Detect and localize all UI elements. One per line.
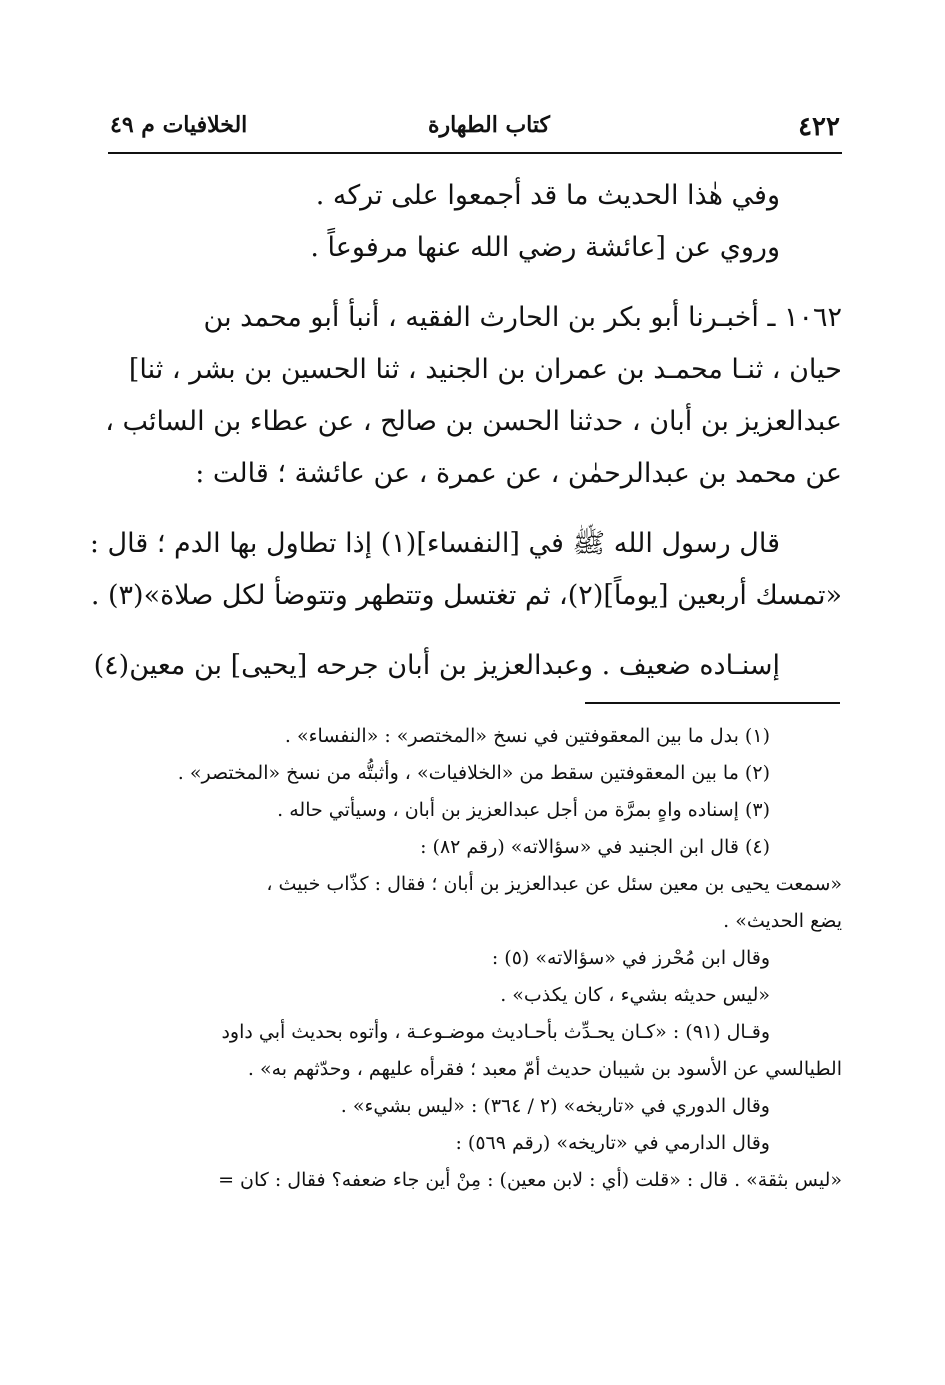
hadith-line: عن محمد بن عبدالرحمٰن ، عن عمرة ، عن عائشة ؛ قالت : xyxy=(195,458,842,489)
footnote-line: (٣) إسناده واهٍ بمرَّة من أجل عبدالعزيز بن أبان ، وسيأتي حاله . xyxy=(277,799,770,821)
footnote-line: «سمعت يحيى بن معين سئل عن عبدالعزيز بن أبان ؛ فقال : كذّاب خبيث ، xyxy=(266,873,842,895)
footnote-line: الطيالسي عن الأسود بن شيبان حديث أمّ معبد ؛ فقرأه عليهم ، وحدّثهم به» . xyxy=(247,1058,842,1080)
text-line: قال رسول الله ﷺ في [النفساء](١) إذا تطاول بها الدم ؛ قال : xyxy=(89,528,780,559)
footnote-line: «ليس حديثه بشيء ، كان يكذب» . xyxy=(500,984,770,1006)
header-divider xyxy=(108,152,842,154)
text-line: إسنـاده ضعيف . وعبدالعزيز بن أبان جرحه [يحيى] بن معين(٤) xyxy=(93,650,780,681)
text-line: وروي عن [عائشة رضي الله عنها مرفوعاً . xyxy=(310,232,780,263)
footnote-line: وقال الدوري في «تاريخه» (٢ / ٣٦٤) : «ليس بشيء» . xyxy=(340,1095,770,1117)
paragraph-gap xyxy=(108,500,842,518)
footnote-divider xyxy=(585,702,840,704)
book-title: كتاب الطهارة xyxy=(427,112,550,138)
footnote-line: وقال الدارمي في «تاريخه» (رقم ٥٦٩) : xyxy=(455,1132,770,1154)
page-number: ٤٢٢ xyxy=(798,112,840,142)
text-line: وفي هٰذا الحديث ما قد أجمعوا على تركه . xyxy=(315,180,780,211)
footnote-line: (٤) قال ابن الجنيد في «سؤالاته» (رقم ٨٢) : xyxy=(420,836,770,858)
hadith-line: عبدالعزيز بن أبان ، حدثنا الحسن بن صالح ، عن عطاء بن السائب ، xyxy=(105,406,842,437)
footnotes xyxy=(108,718,842,1199)
hadith-line: حيان ، ثنـا محمـد بن عمران بن الجنيد ، ثنا الحسين بن بشر ، ثنا] xyxy=(128,354,842,385)
footnote-line: «ليس بثقة» . قال : «قلت (أي : لابن معين) : مِنْ أين جاء ضعفه؟ فقال : كان = xyxy=(218,1169,842,1191)
paragraph-gap xyxy=(108,274,842,292)
footnote-line: يضع الحديث» . xyxy=(723,910,842,932)
running-head: الخلافيات م ٤٩ xyxy=(110,112,248,138)
footnote-line: وقال ابن مُحْرز في «سؤالاته» (٥) : xyxy=(491,947,770,969)
footnote-line: (١) بدل ما بين المعقوفتين في نسخ «المختصر» : «النفساء» . xyxy=(284,725,770,747)
footnote-line: وقـال (٩١) : «كـان يحـدِّث بأحـاديث موضـوعـة ، وأتوه بحديث أبي داود xyxy=(221,1021,770,1043)
footnote-line: (٢) ما بين المعقوفتين سقط من «الخلافيات» ، وأثبتُّه من نسخ «المختصر» . xyxy=(177,762,770,784)
text-line: «تمسك أربعين [يوماً](٢)، ثم تغتسل وتتطهر وتتوضأ لكل صلاة»(٣) . xyxy=(90,580,842,611)
page-header xyxy=(110,112,840,152)
main-text xyxy=(89,170,842,692)
paragraph-gap xyxy=(108,622,842,640)
hadith-line: ١٠٦٢ ـ أخبـرنا أبو بكر بن الحارث الفقيه ، أنبأ أبو محمد بن xyxy=(203,302,842,333)
